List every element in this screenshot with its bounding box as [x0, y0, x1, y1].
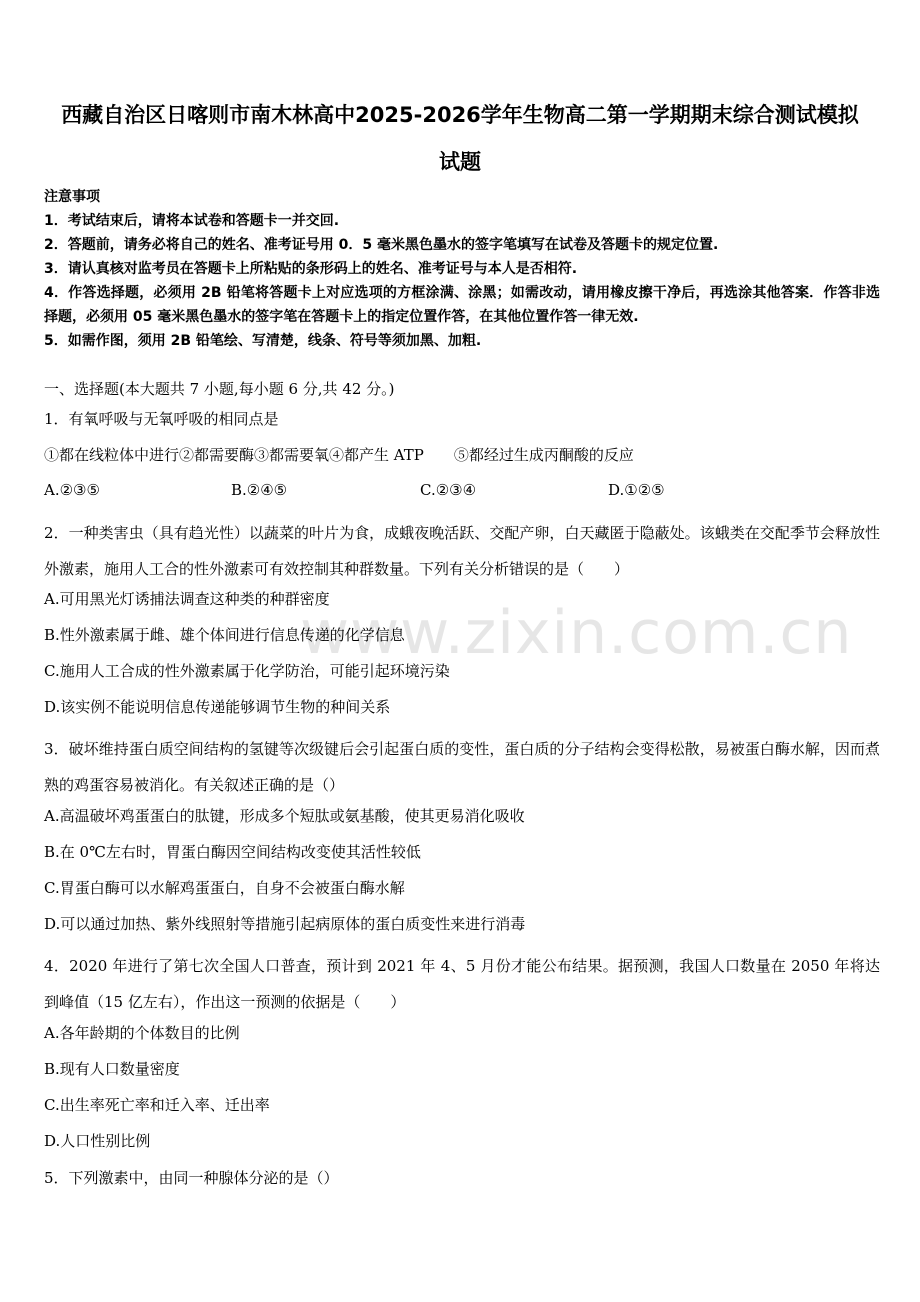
q2-option-a: A.可用黑光灯诱捕法调查这种类的种群密度: [44, 590, 330, 608]
q5-stem: 5．下列激素中，由同一种腺体分泌的是（）: [44, 1169, 339, 1187]
q2-option-d: D.该实例不能说明信息传递能够调节生物的种间关系: [44, 698, 391, 716]
section-heading: 一、选择题(本大题共 7 小题,每小题 6 分,共 42 分。): [44, 380, 395, 398]
q3-option-a: A.高温破坏鸡蛋蛋白的肽键，形成多个短肽或氨基酸，使其更易消化吸收: [44, 807, 525, 825]
q1-option-c: C.②③④: [420, 481, 477, 499]
q3-option-d: D.可以通过加热、紫外线照射等措施引起病原体的蛋白质变性来进行消毒: [44, 915, 526, 933]
q1-option-a: A.②③⑤: [44, 481, 100, 499]
document-title-line2: 试题: [439, 150, 481, 174]
q4-option-a: A.各年龄期的个体数目的比例: [44, 1024, 240, 1042]
q4-stem: 4．2020 年进行了第七次全国人口普查，预计到 2021 年 4、5 月份才能公布结果。据预测，我国人口数量在 2050 年将达到峰值（15 亿左右），作出这一预测的依据是（ ）: [44, 957, 880, 1011]
notice-item-2: 2．答题前，请务必将自己的姓名、准考证号用 0．5 毫米黑色墨水的签字笔填写在试卷及答题卡的规定位置.: [44, 237, 719, 253]
q2-stem: 2．一种类害虫（具有趋光性）以蔬菜的叶片为食，成蛾夜晚活跃、交配产卵，白天藏匿于隐蔽处。该蛾类在交配季节会释放性外激素，施用人工合的性外激素可有效控制其种群数量。下列有关分析错误的是（ ）: [44, 524, 880, 578]
notice-item-4: 4．作答选择题，必须用 2B 铅笔将答题卡上对应选项的方框涂满、涂黑；如需改动，请用橡皮擦干净后，再选涂其他答案．作答非选择题，必须用 05 毫米黑色墨水的签字笔在答题卡上的指定位置作答，在其他位置作答一律无效.: [44, 285, 880, 325]
q4-option-b: B.现有人口数量密度: [44, 1060, 180, 1078]
q4-option-c: C.出生率死亡率和迁入率、迁出率: [44, 1096, 270, 1114]
q1-option-b: B.②④⑤: [231, 481, 288, 499]
notice-item-5: 5．如需作图，须用 2B 铅笔绘、写清楚，线条、符号等须加黑、加粗.: [44, 333, 482, 349]
notice-heading: 注意事项: [44, 189, 100, 205]
q2-option-b: B.性外激素属于雌、雄个体间进行信息传递的化学信息: [44, 626, 405, 644]
notice-item-1: 1．考试结束后，请将本试卷和答题卡一并交回.: [44, 213, 340, 229]
document-title-line1: 西藏自治区日喀则市南木林高中2025-2026学年生物高二第一学期期末综合测试模拟: [61, 103, 859, 127]
q1-statements: ①都在线粒体中进行②都需要酶③都需要氧④都产生 ATP ⑤都经过生成丙酮酸的反应: [44, 446, 634, 464]
watermark-text: www.zixin.com.cn: [300, 598, 853, 668]
q2-option-c: C.施用人工合成的性外激素属于化学防治，可能引起环境污染: [44, 662, 450, 680]
notice-item-3: 3．请认真核对监考员在答题卡上所粘贴的条形码上的姓名、准考证号与本人是否相符.: [44, 261, 578, 277]
q3-option-b: B.在 0℃左右时，胃蛋白酶因空间结构改变使其活性较低: [44, 843, 421, 861]
q3-stem: 3．破坏维持蛋白质空间结构的氢键等次级键后会引起蛋白质的变性，蛋白质的分子结构会变得松散，易被蛋白酶水解，因而煮熟的鸡蛋容易被消化。有关叙述正确的是（）: [44, 740, 880, 794]
q3-option-c: C.胃蛋白酶可以水解鸡蛋蛋白，自身不会被蛋白酶水解: [44, 879, 405, 897]
q1-option-d: D.①②⑤: [608, 481, 665, 499]
q4-option-d: D.人口性别比例: [44, 1132, 151, 1150]
q1-stem: 1．有氧呼吸与无氧呼吸的相同点是: [44, 410, 279, 428]
q1-options: [44, 481, 880, 505]
